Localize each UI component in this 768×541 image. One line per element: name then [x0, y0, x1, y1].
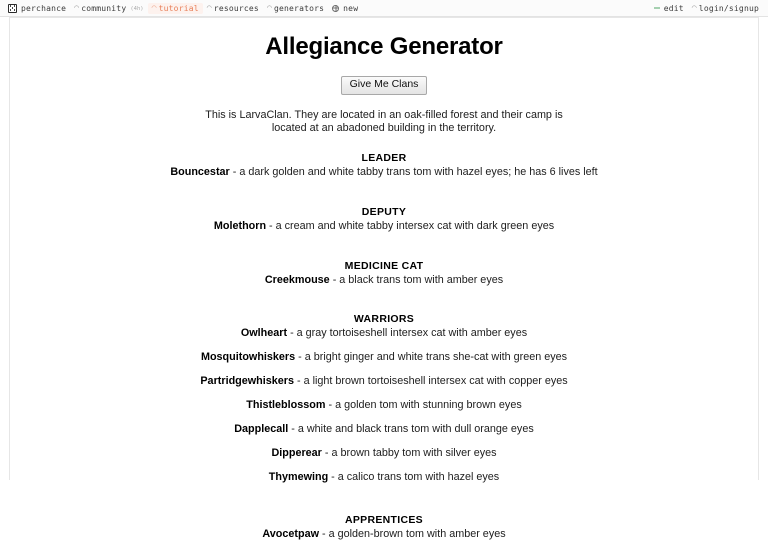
cat-entry	[20, 166, 748, 179]
cat-description: - a brown tabby tom with silver eyes	[321, 446, 497, 459]
section-title-apprentices: APPRENTICES	[345, 513, 423, 526]
cat-entry	[20, 447, 748, 460]
nav-item-generators-label: generators	[273, 3, 325, 13]
section-title-warriors: WARRIORS	[353, 312, 415, 325]
nav-item-resources-label: resources	[213, 3, 259, 13]
cat-description: - a dark golden and white tabby trans tom with hazel eyes; he has 6 lives left	[229, 165, 598, 178]
cat-entry	[20, 528, 748, 541]
nav-item-edit[interactable]	[650, 3, 688, 14]
nav-brand-perchance[interactable]	[4, 3, 70, 14]
book-icon: ◠	[266, 3, 272, 12]
cat-description: - a gray tortoiseshell intersex cat with amber eyes	[287, 326, 528, 339]
cat-description: - a golden tom with stunning brown eyes	[325, 398, 522, 411]
cat-entry	[20, 399, 748, 412]
cat-name: Avocetpaw	[262, 527, 319, 540]
cat-entry	[20, 220, 748, 233]
cat-description: - a white and black trans tom with dull orange eyes	[288, 422, 534, 435]
cat-description: - a light brown tortoiseshell intersex cat with copper eyes	[293, 374, 568, 387]
generate-button-row	[20, 74, 748, 95]
nav-item-resources[interactable]	[203, 3, 263, 14]
clan-name: LarvaClan	[239, 108, 289, 121]
cat-name: Molethorn	[213, 219, 267, 232]
give-me-clans-button[interactable]: Give Me Clans	[341, 76, 428, 95]
book-icon: ◠	[151, 3, 157, 12]
section-title-leader: LEADER	[361, 151, 407, 164]
edit-dash-icon	[654, 7, 660, 8]
nav-item-community-tag: (4h)	[130, 6, 144, 12]
nav-brand-label: perchance	[21, 3, 67, 13]
cat-name: Thistleblossom	[246, 398, 326, 411]
cat-description: - a cream and white tabby intersex cat with dark green eyes	[266, 219, 555, 232]
nav-item-community-label: community	[81, 3, 127, 13]
book-icon: ◠	[74, 3, 80, 12]
intro-suffix: . They are located in an oak-filled forest and their camp is located at an abadoned building in the territory.	[271, 108, 563, 135]
nav-item-login-signup-label: login/signup	[698, 3, 759, 13]
cat-description: - a calico trans tom with hazel eyes	[328, 470, 500, 483]
cat-name: Thymewing	[268, 470, 329, 483]
cat-description: - a golden-brown tom with amber eyes	[318, 527, 506, 540]
perchance-logo-icon	[8, 4, 17, 13]
cat-entry	[20, 327, 748, 340]
section-title-medicine-cat: MEDICINE CAT	[344, 259, 424, 272]
cat-name: Dipperear	[271, 446, 322, 459]
cat-entry	[20, 375, 748, 388]
cat-description: - a black trans tom with amber eyes	[329, 273, 504, 286]
section-medicine-cat	[20, 260, 748, 287]
nav-item-community[interactable]	[70, 3, 147, 14]
nav-item-edit-label: edit	[663, 3, 684, 13]
cat-name: Owlheart	[240, 326, 288, 339]
cat-name: Mosquitowhiskers	[200, 350, 296, 363]
book-icon: ◠	[206, 3, 212, 12]
generator-body	[10, 33, 758, 541]
cat-entry	[20, 471, 748, 484]
section-deputy	[20, 206, 748, 233]
page-title: Allegiance Generator	[265, 33, 503, 60]
nav-item-login-signup[interactable]	[688, 3, 763, 14]
section-leader	[20, 152, 748, 179]
generator-content-frame	[9, 17, 759, 540]
section-warriors	[20, 313, 748, 484]
nav-item-new[interactable]	[328, 3, 362, 14]
cat-name: Dapplecall	[234, 422, 289, 435]
navbar-left-group	[4, 3, 362, 14]
cat-entry	[20, 351, 748, 364]
section-apprentices	[20, 514, 748, 541]
intro-prefix: This is	[205, 108, 240, 121]
cat-name: Creekmouse	[264, 273, 330, 286]
nav-item-generators[interactable]	[263, 3, 328, 14]
top-navbar	[0, 0, 768, 17]
person-icon: ◠	[691, 3, 697, 12]
nav-item-tutorial[interactable]	[148, 3, 203, 14]
section-title-deputy: DEPUTY	[361, 205, 407, 218]
cat-entry	[20, 274, 748, 287]
nav-item-new-label: new	[343, 3, 359, 13]
navbar-right-group	[650, 3, 763, 14]
globe-icon	[332, 5, 339, 12]
clan-intro-text	[188, 109, 580, 136]
nav-item-tutorial-label: tutorial	[158, 3, 199, 13]
cat-description: - a bright ginger and white trans she-cat with green eyes	[295, 350, 568, 363]
cat-name: Bouncestar	[170, 165, 230, 178]
cat-name: Partridgewhiskers	[200, 374, 294, 387]
cat-entry	[20, 423, 748, 436]
